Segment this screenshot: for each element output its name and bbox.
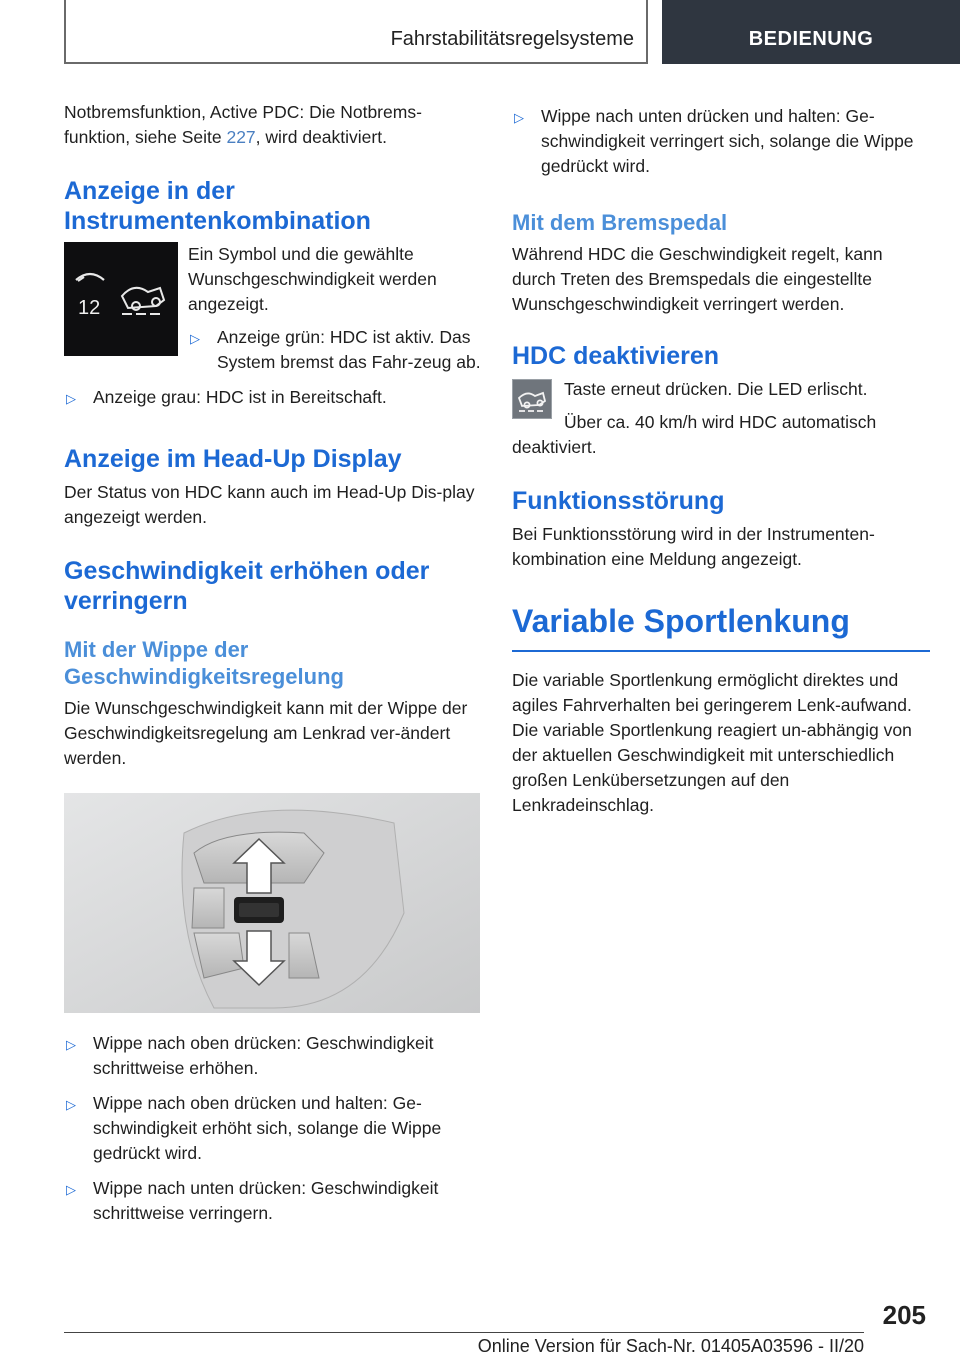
bullet-wippe-unten: ▷ Wippe nach unten drücken: Geschwindigkeit schrittweise verringern.	[66, 1178, 439, 1223]
deakt-paragraph-2: Über ca. 40 km/h wird HDC automatisch deaktiviert.	[512, 412, 877, 457]
heading-funktionsstoerung: Funktionsstörung	[512, 487, 725, 515]
bullet-triangle-icon: ▷	[190, 331, 200, 346]
page-number: 205	[882, 1300, 926, 1330]
stoerung-paragraph: Bei Funktionsstörung wird in der Instrumenten‐kombination eine Meldung angezeigt.	[512, 524, 875, 569]
deakt-paragraph-1: Taste erneut drücken. Die LED erlischt.	[564, 379, 868, 399]
anzeige-text-block	[188, 242, 482, 375]
right-column	[512, 100, 930, 818]
anzeige-block	[64, 242, 482, 375]
hdc-cluster-display-icon	[64, 242, 178, 356]
heading-geschwindigkeit: Geschwindigkeit erhöhen oder verringern	[64, 557, 430, 615]
bremspedal-paragraph: Während HDC die Geschwindigkeit regelt, kann durch Treten des Bremspedals die eingestellte Wunschgeschwindigkeit verringert werden.	[512, 244, 883, 314]
footer-rule	[64, 1332, 864, 1333]
deakt-block	[512, 377, 930, 402]
intro-paragraph: Notbremsfunktion, Active PDC: Die Notbrems‐funktion, siehe Seite 227, wird deaktiviert.	[64, 102, 422, 147]
heading-hud: Anzeige im Head-Up Display	[64, 445, 402, 473]
heading-anzeige-instrument: Anzeige in der Instrumentenkombination	[64, 177, 371, 235]
hud-paragraph: Der Status von HDC kann auch im Head-Up Dis‐play angezeigt werden.	[64, 482, 475, 527]
page-link[interactable]: 227	[226, 127, 256, 147]
heading-bremspedal: Mit dem Bremspedal	[512, 210, 728, 235]
heading-hdc-deaktivieren: HDC deaktivieren	[512, 342, 720, 370]
bullet-triangle-icon: ▷	[66, 391, 76, 406]
header-separator	[646, 0, 648, 64]
hdc-button-icon	[512, 379, 552, 419]
heading-variable-sportlenkung: Variable Sportlenkung	[512, 600, 930, 652]
bullet-wippe-oben: ▷ Wippe nach oben drücken: Geschwindigkeit schrittweise erhöhen.	[66, 1033, 434, 1078]
wippe-paragraph: Die Wunschgeschwindigkeit kann mit der Wippe der Geschwindigkeitsregelung am Lenkrad ver‐ändert werden.	[64, 698, 468, 768]
bullet-anzeige-grau: ▷ Anzeige grau: HDC ist in Bereitschaft.	[64, 385, 482, 410]
sportlenkung-paragraph: Die variable Sportlenkung ermöglicht direktes und agiles Fahrverhalten bei geringerem Lenk‐aufwand. Die variable Sportlenkung reagiert un‐abhängig von der aktuellen Geschwindigkeit mit unterschiedlich großen Lenkübersetzungen auf den Lenkradeinschlag.	[512, 670, 912, 815]
anzeige-paragraph: Ein Symbol und die gewählte Wunschgeschwindigkeit werden angezeigt.	[188, 244, 437, 314]
header-bottom-rule	[64, 62, 648, 64]
bullet-triangle-icon: ▷	[514, 110, 524, 125]
bullet-wippe-oben-halten: ▷ Wippe nach oben drücken und halten: Ge‐schwindigkeit erhöht sich, solange die Wippe gedrückt wird.	[66, 1093, 442, 1163]
bullet-triangle-icon: ▷	[66, 1097, 76, 1112]
bullet-triangle-icon: ▷	[66, 1182, 76, 1197]
header-chapter-tab: BEDIENUNG	[662, 0, 960, 64]
cluster-speed-value: 12	[78, 297, 101, 319]
header-section-title: Fahrstabilitätsregelsysteme	[390, 28, 634, 50]
steering-wheel-rocker-photo	[64, 793, 480, 1013]
online-version-note: Online Version für Sach-Nr. 01405A03596 - II/20	[477, 1336, 864, 1356]
bullet-wippe-unten-halten: ▷ Wippe nach unten drücken und halten: Ge‐schwindigkeit verringert sich, solange die Wippe gedrückt wird.	[514, 106, 914, 176]
left-column	[64, 100, 482, 1226]
bullet-triangle-icon: ▷	[66, 1037, 76, 1052]
bullet-anzeige-gruen: ▷ Anzeige grün: HDC ist aktiv. Das System bremst das Fahr‐zeug ab.	[190, 327, 481, 372]
heading-wippe: Mit der Wippe der Geschwindigkeitsregelung	[64, 637, 344, 689]
